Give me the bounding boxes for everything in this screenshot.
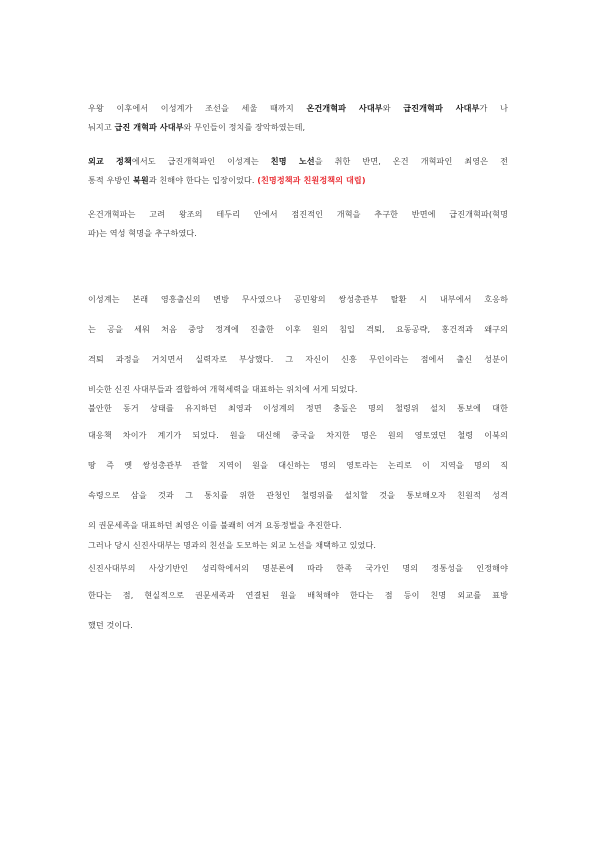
paragraph-2-line-1: 외교 정책에서도 급진개혁파인 이성계는 친명 노선을 취한 반면, 온건 개혁파인 최영은 전 (88, 156, 509, 166)
paragraph-4-line-2: 는 공을 세워 처음 중앙 정계에 진출한 이후 원의 침입 격퇴, 요동공략, 홍건적과 왜구의 (88, 324, 508, 334)
paragraph-7-line-2: 한다는 점, 현실적으로 권문세족과 연결된 원을 배척해야 한다는 점 등이 친명 외교를 표방 (88, 590, 508, 600)
paragraph-3 (88, 205, 508, 243)
paragraph-5-line-5: 의 권문세족을 대표하던 최영은 이를 불쾌히 여겨 요동정벌을 추진한다. (88, 520, 342, 530)
paragraph-5-line-1: 불안한 동거 상태를 유지하던 최영과 이성계의 정면 충돌은 명의 철령위 설치 통보에 대한 (88, 403, 508, 413)
paragraph-3-line-2: 파)는 역성 혁명을 추구하였다. (88, 228, 197, 238)
paragraph-4-line-3: 격퇴 과정을 거치면서 실력자로 부상했다. 그 자신이 신흥 무인이라는 점에서 출신 성분이 (88, 354, 508, 364)
paragraph-7 (88, 556, 508, 640)
paragraph-4-line-4: 비슷한 신진 사대부들과 결합하여 개혁세력을 대표하는 위치에 서게 되었다. (88, 384, 358, 394)
policy-conflict-highlight: (친명정책과 친원정책의 대립) (257, 175, 366, 185)
paragraph-3-line-1: 온건개혁파는 고려 왕조의 테두리 안에서 점진적인 개혁을 추구한 반면에 급진개혁파(혁명 (88, 209, 508, 219)
northern-yuan-term: 북원 (132, 175, 149, 185)
paragraph-5-line-3: 땅 즉 옛 쌍성총관부 관할 지역이 원을 대신하는 명의 영토라는 논리로 이 지역을 명의 직 (88, 460, 508, 470)
paragraph-4-line-1: 이성계는 본래 영흥출신의 변방 무사였으나 공민왕의 쌍성총관부 탈환 시 내부에서 호응하 (88, 294, 508, 304)
pro-ming-term: 친명 노선 (270, 156, 315, 166)
paragraph-1-line-2: 눠지고 급진 개혁파 사대부와 무인들이 정치를 장악하였는데, (88, 122, 306, 132)
paragraph-5 (88, 396, 508, 540)
paragraph-7-line-3: 했던 것이다. (88, 620, 133, 630)
paragraph-1-line-1: 우왕 이후에서 이성계가 조선을 세울 때까지 온건개혁파 사대부와 급진개혁파 사대부가 나 (88, 103, 509, 113)
paragraph-6 (88, 534, 508, 556)
paragraph-2-line-2: 통적 우방인 북원과 친해야 한다는 입장이었다. (친명정책과 친원정책의 대립) (88, 175, 366, 185)
paragraph-6-line-1: 그러나 당시 신진사대부는 명과의 친선을 도모하는 외교 노선을 채택하고 있었다. (88, 540, 377, 550)
radical-reformist-term: 급진개혁파 사대부 (403, 103, 480, 113)
foreign-policy-term: 외교 정책 (88, 156, 132, 166)
paragraph-4 (88, 284, 508, 404)
paragraph-1 (88, 99, 508, 137)
paragraph-5-line-4: 속령으로 삼을 것과 그 통치를 위한 관청인 철령위를 설치할 것을 통보해오자 친원적 성격 (88, 490, 508, 500)
paragraph-2 (88, 152, 508, 190)
radical-reform-term: 급진 개혁파 사대부 (114, 122, 184, 132)
paragraph-5-line-2: 대응책 차이가 계기가 되었다. 원을 대신해 중국을 차지한 명은 원의 영토였던 철령 이북의 (88, 430, 508, 440)
paragraph-7-line-1: 신진사대부의 사상기반인 성리학에서의 명분론에 따라 한족 국가인 명의 정통성을 인정해야 (88, 563, 508, 573)
moderate-reformist-term: 온건개혁파 사대부 (306, 103, 383, 113)
